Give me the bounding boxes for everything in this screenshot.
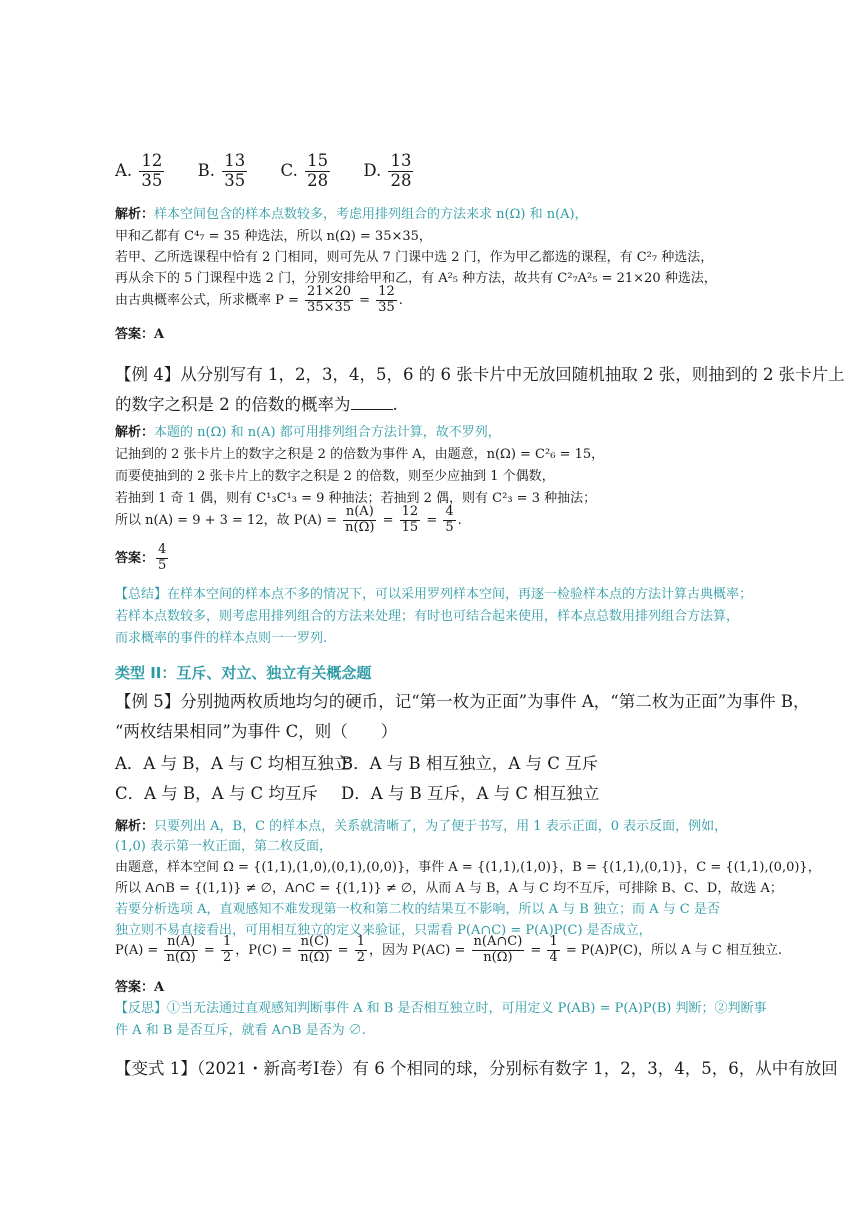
reflection-line2: 件 A 和 B 是否互斥，就看 A∩B 是否为 ∅. <box>115 1023 366 1038</box>
option-d: D. $\frac{13}{28}$ <box>363 151 412 190</box>
variant1-line1: 【变式 1】（2021・新高考Ⅰ卷）有 6 个相同的球，分别标有数字 1，2，3，4，5，6，从中有放回 <box>115 1059 838 1078</box>
summary-line3: 而求概率的事件的样本点则一一罗列. <box>115 631 328 646</box>
ex5-question-line2: “两枚结果相同”为事件 C，则（ ） <box>115 722 398 741</box>
ex5-analysis-intro: 解析：只要列出 A，B，C 的样本点，关系就清晰了，为了便于书写，用 1 表示正面，0 表示反面，例如， <box>115 819 728 834</box>
option-c: C. $\frac{15}{28}$ <box>280 151 329 190</box>
ex3-line3: 若甲、乙所选课程中恰有 2 门相同，则可先从 7 门课中选 2 门，作为甲乙都选的课程，有 C²₇ 种选法， <box>115 250 714 265</box>
answer-blank <box>351 395 393 410</box>
ex3-line2: 甲和乙都有 C⁴₇ = 35 种选法，所以 n(Ω) = 35×35， <box>115 229 432 244</box>
ex3-line4: 再从余下的 5 门课程中选 2 门，分别安排给甲和乙，有 A²₅ 种方法，故共有 C²₇A²₅ = 21×20 种选法， <box>115 271 717 286</box>
ex5-line3: 由题意，样本空间 Ω = {(1,1),(1,0),(0,1),(0,0)}，事件 A = {(1,1),(1,0)}，B = {(1,1),(0,1)}，C = {(1,1),(0,0)}， <box>115 860 821 875</box>
section-heading: 类型 II：互斥、对立、独立有关概念题 <box>115 664 372 682</box>
ex4-line3: 而要使抽到的 2 张卡片上的数字之积是 2 的倍数，则至少应抽到 1 个偶数， <box>115 469 555 484</box>
option-b: B. $\frac{13}{35}$ <box>197 151 246 190</box>
ex4-line2: 记抽到的 2 张卡片上的数字之积是 2 的倍数为事件 A，由题意，n(Ω) = C²₆ = 15， <box>115 447 605 462</box>
option-a: A. $\frac{12}{35}$ <box>115 151 163 190</box>
ex5-line4: 所以 A∩B = {(1,1)} ≠ ∅，A∩C = {(1,1)} ≠ ∅，从而 A 与 B，A 与 C 均不互斥，可排除 B、C、D，故选 A； <box>115 881 783 896</box>
ex3-answer: 答案：A <box>115 327 165 342</box>
ex4-line4: 若抽到 1 奇 1 偶，则有 C¹₃C¹₃ = 9 种抽法；若抽到 2 偶，则有 C²₃ = 3 种抽法； <box>115 491 597 506</box>
ex5-question-line1: 【例 5】分别抛两枚质地均匀的硬币，记“第一枚为正面”为事件 A，“第二枚为正面”为事件 B， <box>115 692 810 711</box>
answer-options <box>115 152 441 191</box>
ex4-answer: 答案： $\frac{4}{5}$ <box>115 542 167 573</box>
summary-line2: 若样本点数较多，则考虑用排列组合的方法来处理；有时也可结合起来使用，样本点总数用排列组合方法算， <box>115 609 740 624</box>
ex5-option-c: C．A 与 B，A 与 C 均互斥 <box>115 784 318 803</box>
ex3-analysis-intro: 解析：样本空间包含的样本点数较多，考虑用排列组合的方法来求 n(Ω) 和 n(A)， <box>115 207 588 222</box>
ex4-analysis-intro: 解析：本题的 n(Ω) 和 n(A) 都可用排列组合方法计算，故不罗列， <box>115 425 501 440</box>
ex4-question-line1: 【例 4】从分别写有 1，2，3，4，5，6 的 6 张卡片中无放回随机抽取 2 张，则抽到的 2 张卡片上 <box>115 365 845 384</box>
ex5-option-d: D．A 与 B 互斥，A 与 C 相互独立 <box>341 784 600 803</box>
ex4-question-line2: 的数字之积是 2 的倍数的概率为 . <box>115 395 398 414</box>
summary-line1: 【总结】在样本空间的样本点不多的情况下，可以采用罗列样本空间，再逐一检验样本点的方法计算古典概率； <box>115 587 753 602</box>
ex5-option-a: A．A 与 B，A 与 C 均相互独立 <box>115 754 351 773</box>
ex5-answer: 答案：A <box>115 980 165 995</box>
ex3-line5: 由古典概率公式，所求概率 P = $\frac{21\times 20}{35\times 35}$ = $\frac{12}{35}$ . <box>115 284 403 315</box>
ex5-option-b: B．A 与 B 相互独立，A 与 C 互斥 <box>341 754 599 773</box>
ex5-line6: 独立则不易直接看出，可用相互独立的定义来验证，只需看 P(A∩C) = P(A)P(C) 是否成立， <box>115 923 652 938</box>
ex5-line5: 若要分析选项 A，直观感知不难发现第一枚和第二枚的结果互不影响，所以 A 与 B 独立；而 A 与 C 是否 <box>115 902 720 917</box>
ex5-line7: P(A) = $\frac{n(A)}{n(\Omega)}$ = $\frac{1}{2}$ ，P(C) = $\frac{n(C)}{n(\Omega)}$ = $\frac{1}{2}$ ，因为 P(AC) = $\frac{n(A\cap C)}{n(\Omega)}$ = $\frac{1}{4}$ = P(A)P(C)，所以 A 与 C 相互独立. <box>115 934 783 965</box>
ex5-line2: (1,0) 表示第一枚正面，第二枚反面， <box>115 839 332 854</box>
ex4-line5: 所以 n(A) = 9 + 3 = 12，故 P(A) = $\frac{n(A)}{n(\Omega)}$ = $\frac{12}{15}$ = $\frac{4}{5}$ . <box>115 504 462 535</box>
reflection-line1: 【反思】①当无法通过直观感知判断事件 A 和 B 是否相互独立时，可用定义 P(AB) = P(A)P(B) 判断；②判断事 <box>115 1001 767 1016</box>
